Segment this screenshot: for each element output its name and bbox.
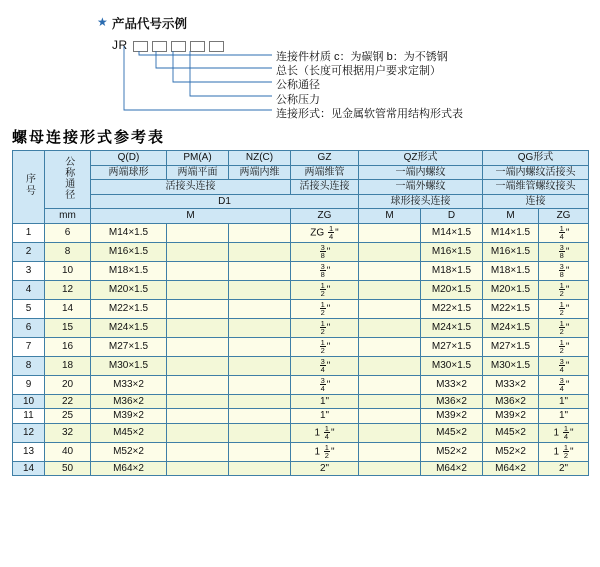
- cell-nominal-diameter: 15: [45, 318, 91, 337]
- legend-item-material: 连接件材质 c：为碳钢 b：为不锈钢: [276, 51, 448, 63]
- table-row: [13, 261, 589, 280]
- cell-gz-zg: $\frac{1}{2}$ ": [291, 318, 359, 337]
- header-unit-qz-m: M: [359, 209, 421, 224]
- cell-qg-m: M52×2: [483, 442, 539, 461]
- cell-qz-m: [359, 375, 421, 394]
- cell-index: 10: [13, 394, 45, 409]
- cell-pma: [167, 409, 229, 424]
- cell-qz-d: M36×2: [421, 394, 483, 409]
- cell-gz-zg: $\frac{3}{4}$ ": [291, 375, 359, 394]
- cell-nominal-diameter: 32: [45, 423, 91, 442]
- cell-nzc: [229, 242, 291, 261]
- table-row: [13, 409, 589, 424]
- legend-item-list: [276, 50, 463, 121]
- cell-qz-d: M20×1.5: [421, 280, 483, 299]
- legend-item-length: 总长（长度可根据用户要求定制）: [276, 65, 441, 78]
- cell-pma: [167, 423, 229, 442]
- cell-qg-m: M30×1.5: [483, 356, 539, 375]
- cell-gz-zg: 1": [291, 409, 359, 424]
- table-row: [13, 442, 589, 461]
- cell-qz-d: M24×1.5: [421, 318, 483, 337]
- cell-index: 8: [13, 356, 45, 375]
- header-group-pma: PM(A): [167, 151, 229, 166]
- cell-qz-d: M18×1.5: [421, 261, 483, 280]
- cell-pma: [167, 242, 229, 261]
- cell-qz-m: [359, 223, 421, 242]
- cell-nominal-diameter: 22: [45, 394, 91, 409]
- cell-nominal-diameter: 16: [45, 337, 91, 356]
- header-form-pma: 两端平面: [167, 165, 229, 180]
- cell-qz-d: M39×2: [421, 409, 483, 424]
- header-unit-qz-d: D: [421, 209, 483, 224]
- cell-qd-m: M14×1.5: [91, 223, 167, 242]
- star-icon: ★: [97, 15, 108, 29]
- cell-qd-m: M45×2: [91, 423, 167, 442]
- cell-qz-m: [359, 280, 421, 299]
- header-conn-qz: 一端外螺纹: [359, 180, 483, 195]
- cell-index: 5: [13, 299, 45, 318]
- cell-qg-m: M45×2: [483, 423, 539, 442]
- cell-nominal-diameter: 8: [45, 242, 91, 261]
- header-unit-qg-zg: ZG: [539, 209, 589, 224]
- cell-qg-zg: 2": [539, 461, 589, 476]
- cell-qz-d: M22×1.5: [421, 299, 483, 318]
- header-row-d1: [13, 194, 589, 209]
- cell-index: 6: [13, 318, 45, 337]
- header-row-groups: [13, 151, 589, 166]
- cell-qg-zg: $\frac{1}{2}$ ": [539, 337, 589, 356]
- cell-pma: [167, 337, 229, 356]
- cell-nzc: [229, 280, 291, 299]
- cell-pma: [167, 223, 229, 242]
- cell-gz-zg: $\frac{1}{2}$ ": [291, 280, 359, 299]
- cell-index: 13: [13, 442, 45, 461]
- cell-gz-zg: $\frac{3}{4}$ ": [291, 356, 359, 375]
- cell-nominal-diameter: 18: [45, 356, 91, 375]
- cell-qg-m: M14×1.5: [483, 223, 539, 242]
- cell-nzc: [229, 299, 291, 318]
- cell-qz-m: [359, 337, 421, 356]
- cell-nzc: [229, 318, 291, 337]
- header-group-qg: QG形式: [483, 151, 589, 166]
- table-row: [13, 280, 589, 299]
- table-row: [13, 423, 589, 442]
- header-d1-qg: 连接: [483, 194, 589, 209]
- cell-qz-m: [359, 242, 421, 261]
- cell-index: 4: [13, 280, 45, 299]
- cell-qg-m: M18×1.5: [483, 261, 539, 280]
- cell-qz-m: [359, 299, 421, 318]
- cell-qg-zg: 1": [539, 394, 589, 409]
- header-form-qz: 一端内螺纹: [359, 165, 483, 180]
- cell-nominal-diameter: 20: [45, 375, 91, 394]
- header-row-units: [13, 209, 589, 224]
- table-body: [13, 223, 589, 476]
- cell-index: 2: [13, 242, 45, 261]
- cell-nominal-diameter: 50: [45, 461, 91, 476]
- header-group-qd: Q(D): [91, 151, 167, 166]
- cell-qg-m: M39×2: [483, 409, 539, 424]
- cell-qz-m: [359, 356, 421, 375]
- cell-gz-zg: 1 $\frac{1}{2}$ ": [291, 442, 359, 461]
- cell-index: 3: [13, 261, 45, 280]
- cell-qg-m: M24×1.5: [483, 318, 539, 337]
- cell-qd-m: M39×2: [91, 409, 167, 424]
- cell-qd-m: M30×1.5: [91, 356, 167, 375]
- cell-nominal-diameter: 40: [45, 442, 91, 461]
- cell-nzc: [229, 423, 291, 442]
- cell-nzc: [229, 223, 291, 242]
- cell-qz-d: M64×2: [421, 461, 483, 476]
- cell-qg-zg: $\frac{3}{4}$ ": [539, 375, 589, 394]
- cell-nzc: [229, 375, 291, 394]
- cell-qg-m: M36×2: [483, 394, 539, 409]
- cell-gz-zg: 1 $\frac{1}{4}$ ": [291, 423, 359, 442]
- header-row-forms: [13, 165, 589, 180]
- cell-index: 12: [13, 423, 45, 442]
- cell-qz-d: M14×1.5: [421, 223, 483, 242]
- cell-qg-zg: $\frac{3}{8}$ ": [539, 242, 589, 261]
- cell-nzc: [229, 261, 291, 280]
- cell-qd-m: M33×2: [91, 375, 167, 394]
- cell-qg-zg: 1 $\frac{1}{4}$ ": [539, 423, 589, 442]
- table-row: [13, 242, 589, 261]
- cell-qz-m: [359, 442, 421, 461]
- cell-qz-m: [359, 423, 421, 442]
- table-row: [13, 356, 589, 375]
- legend-title: 产品代号示例: [112, 17, 188, 31]
- cell-qz-m: [359, 261, 421, 280]
- cell-nzc: [229, 394, 291, 409]
- cell-gz-zg: $\frac{1}{2}$ ": [291, 299, 359, 318]
- cell-qg-zg: $\frac{3}{8}$ ": [539, 261, 589, 280]
- cell-gz-zg: 1": [291, 394, 359, 409]
- cell-qz-d: M33×2: [421, 375, 483, 394]
- table-row: [13, 375, 589, 394]
- cell-pma: [167, 261, 229, 280]
- header-form-gz: 两端维管: [291, 165, 359, 180]
- cell-qg-zg: 1": [539, 409, 589, 424]
- table-row: [13, 299, 589, 318]
- cell-qg-zg: $\frac{3}{4}$ ": [539, 356, 589, 375]
- cell-qz-d: M27×1.5: [421, 337, 483, 356]
- header-unit-zg: ZG: [291, 209, 359, 224]
- header-form-qg: 一端内螺纹活接头: [483, 165, 589, 180]
- header-conn-gz: 活接头连接: [291, 180, 359, 195]
- cell-qz-d: M52×2: [421, 442, 483, 461]
- cell-nominal-diameter: 25: [45, 409, 91, 424]
- cell-index: 11: [13, 409, 45, 424]
- cell-qd-m: M20×1.5: [91, 280, 167, 299]
- header-nominal-diameter: 公称通径: [45, 151, 91, 209]
- product-code-legend: [0, 0, 600, 120]
- cell-gz-zg: $\frac{3}{8}$ ": [291, 242, 359, 261]
- table-row: [13, 223, 589, 242]
- cell-index: 9: [13, 375, 45, 394]
- cell-qg-zg: $\frac{1}{2}$ ": [539, 280, 589, 299]
- cell-pma: [167, 356, 229, 375]
- cell-qg-m: M27×1.5: [483, 337, 539, 356]
- cell-pma: [167, 394, 229, 409]
- header-group-gz: GZ: [291, 151, 359, 166]
- cell-pma: [167, 318, 229, 337]
- cell-qd-m: M52×2: [91, 442, 167, 461]
- cell-pma: [167, 442, 229, 461]
- cell-nzc: [229, 461, 291, 476]
- cell-qd-m: M16×1.5: [91, 242, 167, 261]
- cell-qg-m: M33×2: [483, 375, 539, 394]
- header-d1: D1: [91, 194, 359, 209]
- legend-item-connection-type: 连接形式：见金属软管常用结构形式表: [276, 107, 463, 120]
- cell-qd-m: M27×1.5: [91, 337, 167, 356]
- cell-qg-zg: $\frac{1}{2}$ ": [539, 299, 589, 318]
- page-title: 螺母连接形式参考表: [12, 129, 166, 146]
- table-row: [13, 318, 589, 337]
- legend-item-nominal-diameter: 公称通径: [276, 79, 320, 92]
- cell-nzc: [229, 442, 291, 461]
- cell-nominal-diameter: 6: [45, 223, 91, 242]
- cell-qz-m: [359, 409, 421, 424]
- cell-index: 1: [13, 223, 45, 242]
- cell-qd-m: M36×2: [91, 394, 167, 409]
- cell-nzc: [229, 409, 291, 424]
- cell-nominal-diameter: 12: [45, 280, 91, 299]
- header-d1-qz: 球形接头连接: [359, 194, 483, 209]
- spec-table: [12, 150, 589, 476]
- cell-qz-d: M30×1.5: [421, 356, 483, 375]
- header-unit-qg-m: M: [483, 209, 539, 224]
- cell-nzc: [229, 356, 291, 375]
- cell-qg-m: M16×1.5: [483, 242, 539, 261]
- header-form-qd: 两端球形: [91, 165, 167, 180]
- cell-qg-zg: $\frac{1}{2}$ ": [539, 318, 589, 337]
- table-row: [13, 461, 589, 476]
- cell-gz-zg: $\frac{3}{8}$ ": [291, 261, 359, 280]
- cell-qd-m: M64×2: [91, 461, 167, 476]
- cell-index: 7: [13, 337, 45, 356]
- cell-qg-m: M64×2: [483, 461, 539, 476]
- cell-qz-m: [359, 318, 421, 337]
- header-row-connection: [13, 180, 589, 195]
- header-conn-qg: 一端维管螺纹接头: [483, 180, 589, 195]
- cell-qz-m: [359, 461, 421, 476]
- code-prefix: JR: [112, 38, 128, 52]
- cell-qz-d: M45×2: [421, 423, 483, 442]
- cell-gz-zg: $\frac{1}{2}$ ": [291, 337, 359, 356]
- header-unit-mm: mm: [45, 209, 91, 224]
- cell-qd-m: M22×1.5: [91, 299, 167, 318]
- table-header: [13, 151, 589, 224]
- table-row: [13, 394, 589, 409]
- cell-pma: [167, 375, 229, 394]
- cell-nominal-diameter: 10: [45, 261, 91, 280]
- cell-gz-zg: 2": [291, 461, 359, 476]
- cell-nominal-diameter: 14: [45, 299, 91, 318]
- cell-pma: [167, 280, 229, 299]
- cell-qg-zg: 1 $\frac{1}{2}$ ": [539, 442, 589, 461]
- cell-index: 14: [13, 461, 45, 476]
- header-group-qz: QZ形式: [359, 151, 483, 166]
- cell-qg-m: M20×1.5: [483, 280, 539, 299]
- cell-qd-m: M18×1.5: [91, 261, 167, 280]
- header-conn-left: 活接头连接: [91, 180, 291, 195]
- cell-nzc: [229, 337, 291, 356]
- cell-qd-m: M24×1.5: [91, 318, 167, 337]
- spec-table-wrap: [12, 150, 588, 476]
- cell-qg-zg: $\frac{1}{4}$ ": [539, 223, 589, 242]
- legend-item-nominal-pressure: 公称压力: [276, 93, 320, 106]
- cell-qz-d: M16×1.5: [421, 242, 483, 261]
- header-group-nzc: NZ(C): [229, 151, 291, 166]
- header-index: 序号: [13, 151, 45, 224]
- cell-pma: [167, 299, 229, 318]
- header-form-nzc: 两端内维: [229, 165, 291, 180]
- cell-gz-zg: ZG $\frac{1}{4}$ ": [291, 223, 359, 242]
- cell-pma: [167, 461, 229, 476]
- cell-qz-m: [359, 394, 421, 409]
- table-row: [13, 337, 589, 356]
- cell-qg-m: M22×1.5: [483, 299, 539, 318]
- header-unit-m: M: [91, 209, 291, 224]
